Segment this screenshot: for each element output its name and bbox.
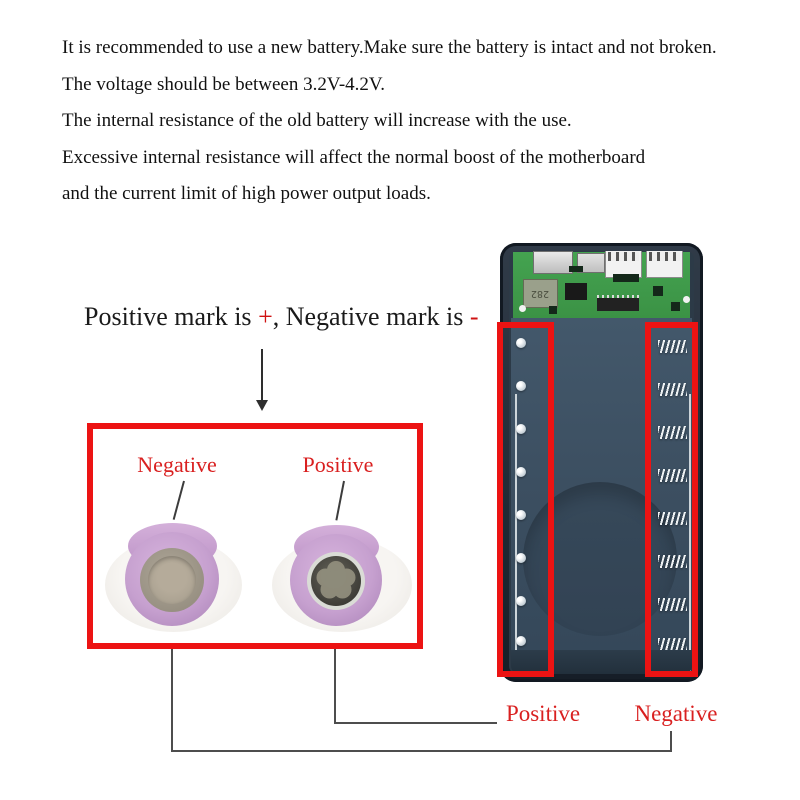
usb-pins (649, 252, 680, 261)
negative-connector-line (670, 731, 672, 752)
plus-symbol: + (258, 302, 273, 331)
case-negative-label: Negative (634, 701, 718, 726)
instruction-line: Excessive internal resistance will affect the normal boost of the motherboard (62, 146, 646, 168)
ic-chip (565, 283, 587, 300)
screw-hole (683, 296, 690, 303)
smd-component (549, 306, 557, 314)
ic-chip (597, 298, 639, 311)
instruction-line: and the current limit of high power output loads. (62, 183, 431, 204)
positive-terminal (311, 556, 361, 606)
usb-pins (608, 252, 639, 261)
smd-component (613, 274, 639, 282)
positive-rail-highlight (497, 322, 554, 677)
instruction-line: The voltage should be between 3.2V-4.2V. (62, 73, 385, 95)
usb-a-port (646, 251, 683, 278)
negative-rail-highlight (645, 322, 698, 677)
instruction-line: It is recommended to use a new battery.Make sure the battery is intact and not broken. (62, 37, 717, 58)
polarity-note-middle: , Negative mark is (272, 302, 470, 331)
negative-terminal-center (148, 556, 196, 604)
circuit-board (513, 252, 690, 318)
smd-component (671, 302, 680, 311)
positive-connector-line (334, 722, 497, 724)
smd-component (653, 286, 663, 296)
down-arrow-head-icon (256, 400, 268, 411)
inductor-coil (523, 279, 558, 308)
positive-vent-pattern-icon (311, 556, 361, 606)
instruction-text-block (62, 30, 772, 213)
smd-component (569, 266, 583, 272)
case-positive-label: Positive (505, 701, 581, 726)
negative-battery-label: Negative (137, 452, 217, 477)
polarity-note-prefix: Positive mark is (84, 302, 259, 331)
inductor-marking: 282 (531, 288, 550, 299)
down-arrow-icon (261, 349, 263, 401)
positive-battery-label: Positive (302, 452, 374, 477)
negative-connector-line (171, 750, 672, 752)
polarity-note (84, 302, 479, 332)
minus-symbol: - (469, 302, 479, 331)
screw-hole (519, 305, 526, 312)
instruction-line: The internal resistance of the old battery will increase with the use. (62, 110, 572, 131)
micro-usb-port (533, 251, 573, 274)
